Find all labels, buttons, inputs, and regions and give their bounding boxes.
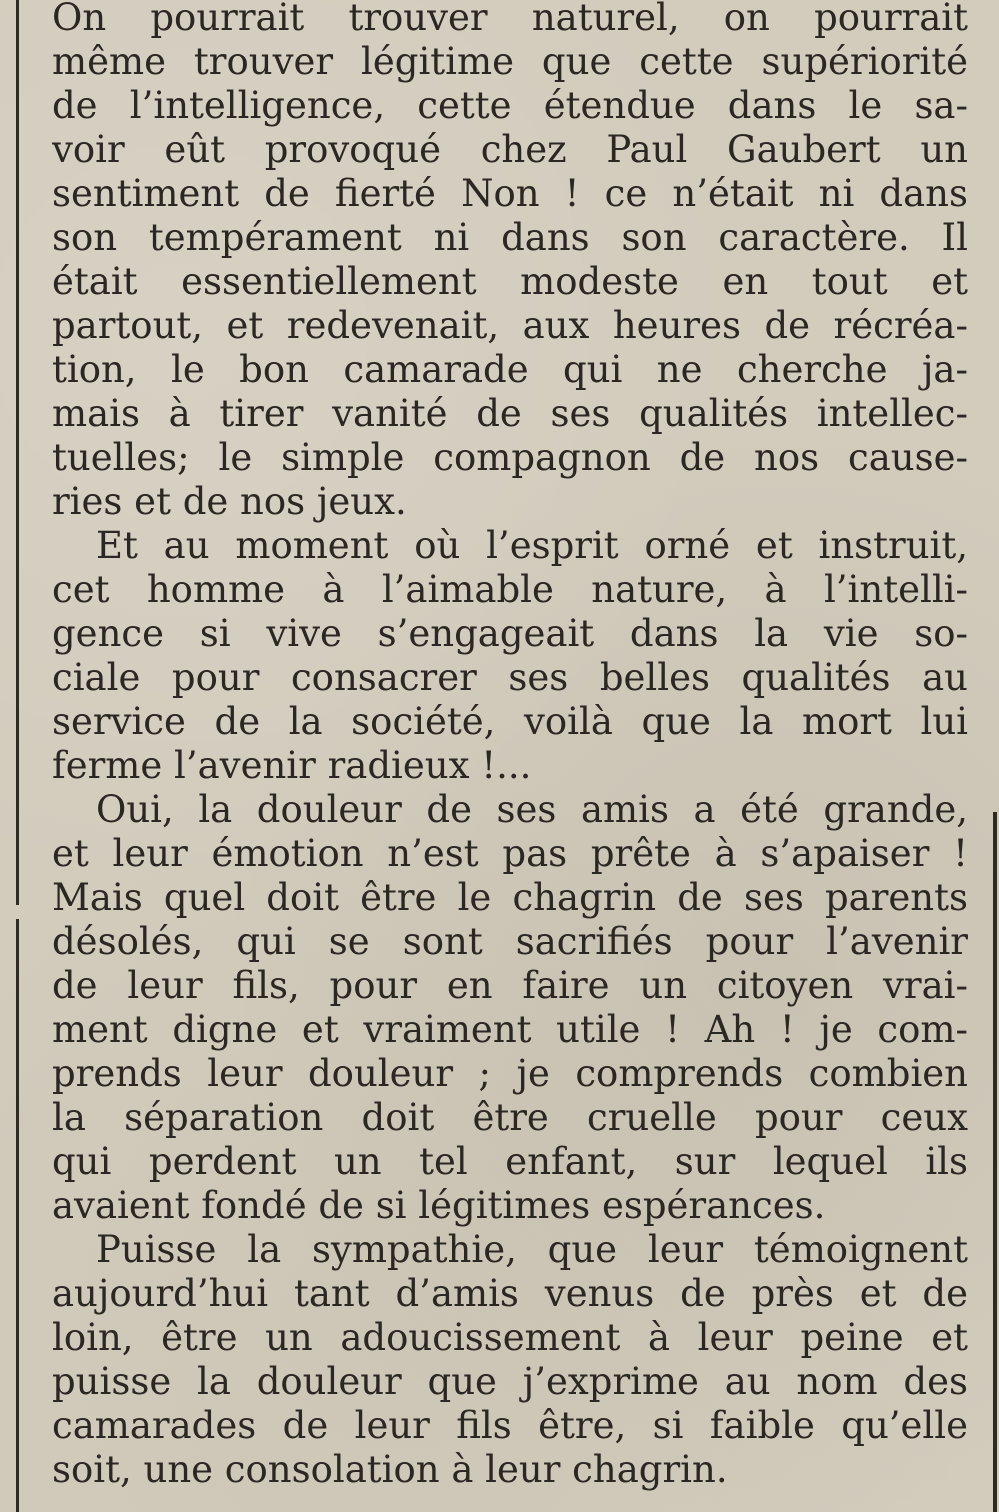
article-line: de leur fils, pour en faire un citoyen vrai- <box>52 964 968 1007</box>
article-line: et leur émotion n’est pas prête à s’apaiser ! <box>52 832 968 875</box>
article-line: de l’intelligence, cette étendue dans le sa- <box>52 84 968 127</box>
article-line: Mais quel doit être le chagrin de ses parents <box>52 876 968 919</box>
article-line: ciale pour consacrer ses belles qualités au <box>52 656 968 699</box>
article-line: tuelles; le simple compagnon de nos cause- <box>52 436 968 479</box>
column-rule-left <box>16 0 19 1512</box>
article-line: prends leur douleur ; je comprends combien <box>52 1052 968 1095</box>
article-line: aujourd’hui tant d’amis venus de près et de <box>52 1272 968 1315</box>
article-line: loin, être un adoucissement à leur peine et <box>52 1316 968 1359</box>
newspaper-article <box>52 0 968 1492</box>
article-line: ferme l’avenir radieux !... <box>52 744 532 787</box>
article-line: avaient fondé de si légitimes espérances. <box>52 1184 826 1227</box>
article-line: mais à tirer vanité de ses qualités intellec- <box>52 392 968 435</box>
article-line: son tempérament ni dans son caractère. Il <box>52 216 968 259</box>
article-line: sentiment de fierté Non ! ce n’était ni dans <box>52 172 968 215</box>
article-line: Puisse la sympathie, que leur témoignent <box>96 1228 968 1271</box>
article-line: même trouver légitime que cette supériorité <box>52 40 968 83</box>
article-line: cet homme à l’aimable nature, à l’intelli- <box>52 568 968 611</box>
article-line: camarades de leur fils être, si faible qu’elle <box>52 1404 968 1447</box>
article-line: partout, et redevenait, aux heures de récréa- <box>52 304 968 347</box>
article-line: Oui, la douleur de ses amis a été grande, <box>96 788 968 831</box>
article-line: soit, une consolation à leur chagrin. <box>52 1448 728 1491</box>
article-line: gence si vive s’engageait dans la vie so- <box>52 612 968 655</box>
article-line: était essentiellement modeste en tout et <box>52 260 968 303</box>
article-line: tion, le bon camarade qui ne cherche ja- <box>52 348 968 391</box>
column-rule-right <box>993 812 997 1512</box>
article-line: puisse la douleur que j’exprime au nom des <box>52 1360 968 1403</box>
column-rule-left-gap <box>15 905 20 919</box>
article-line: ment digne et vraiment utile ! Ah ! je com- <box>52 1008 968 1051</box>
article-line: qui perdent un tel enfant, sur lequel ils <box>52 1140 968 1183</box>
article-line: On pourrait trouver naturel, on pourrait <box>52 0 968 39</box>
article-line: la séparation doit être cruelle pour ceux <box>52 1096 968 1139</box>
article-line: service de la société, voilà que la mort lui <box>52 700 968 743</box>
article-line: ries et de nos jeux. <box>52 480 407 523</box>
article-line: voir eût provoqué chez Paul Gaubert un <box>52 128 968 171</box>
article-line: désolés, qui se sont sacrifiés pour l’avenir <box>52 920 968 963</box>
article-line: Et au moment où l’esprit orné et instruit, <box>96 524 968 567</box>
